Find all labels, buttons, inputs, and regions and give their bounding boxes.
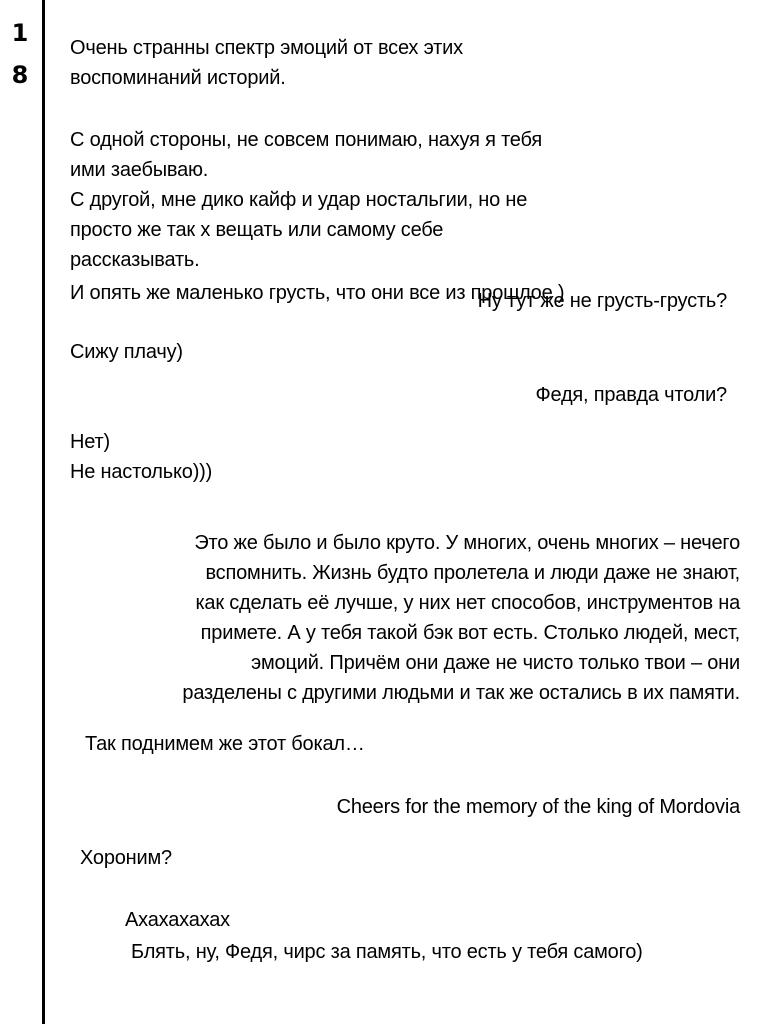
- final-line: Блять, ну, Федя, чирс за память, что есть у тебя самого): [131, 941, 643, 963]
- text-line: Не настолько))): [70, 461, 213, 483]
- bury-question: Хороним?: [80, 847, 172, 869]
- not-really-paragraph: [70, 427, 212, 487]
- margin-rule: [42, 0, 45, 1024]
- page-number-digit-2: 8: [11, 61, 29, 89]
- cheers-line: Cheers for the memory of the king of Mordovia: [336, 796, 740, 818]
- text-line: разделены с другими людьми и так же остались в их памяти.: [182, 682, 740, 704]
- text-line: Очень странны спектр эмоций от всех этих: [70, 37, 463, 59]
- fedya-question: Федя, правда чтоли?: [535, 384, 727, 406]
- text-line: эмоций. Причём они даже не чисто только твои – они: [251, 652, 740, 674]
- text-line: как сделать её лучше, у них нет способов, инструментов на: [195, 592, 740, 614]
- laugh-line: Ахахахахах: [125, 909, 230, 931]
- text-line: вспомнить. Жизнь будто пролетела и люди даже не знают,: [205, 562, 740, 584]
- sides-paragraph: [70, 125, 542, 275]
- intro-paragraph: [70, 33, 463, 93]
- text-line: Нет): [70, 431, 110, 453]
- text-line: просто же так х вещать или самому себе: [70, 219, 444, 241]
- reply-paragraph: [182, 528, 740, 708]
- text-line: С другой, мне дико кайф и удар ностальгии, но не: [70, 189, 528, 211]
- sad-line: И опять же маленько грусть, что они все из прошлое ): [70, 282, 565, 304]
- text-line: ими заебываю.: [70, 159, 209, 181]
- toast-line: Так поднимем же этот бокал…: [85, 733, 365, 755]
- crying-line: Сижу плачу): [70, 341, 183, 363]
- text-line: примете. А у тебя такой бэк вот есть. Столько людей, мест,: [200, 622, 740, 644]
- page-number-digit-1: 1: [11, 19, 29, 47]
- text-line: С одной стороны, не совсем понимаю, нахуя я тебя: [70, 129, 542, 151]
- text-line: рассказывать.: [70, 249, 200, 271]
- overlap-question: Ну тут же не грусть-грусть?: [477, 290, 727, 312]
- text-line: Это же было и было круто. У многих, очень многих – нечего: [194, 532, 740, 554]
- text-line: воспоминаний историй.: [70, 67, 286, 89]
